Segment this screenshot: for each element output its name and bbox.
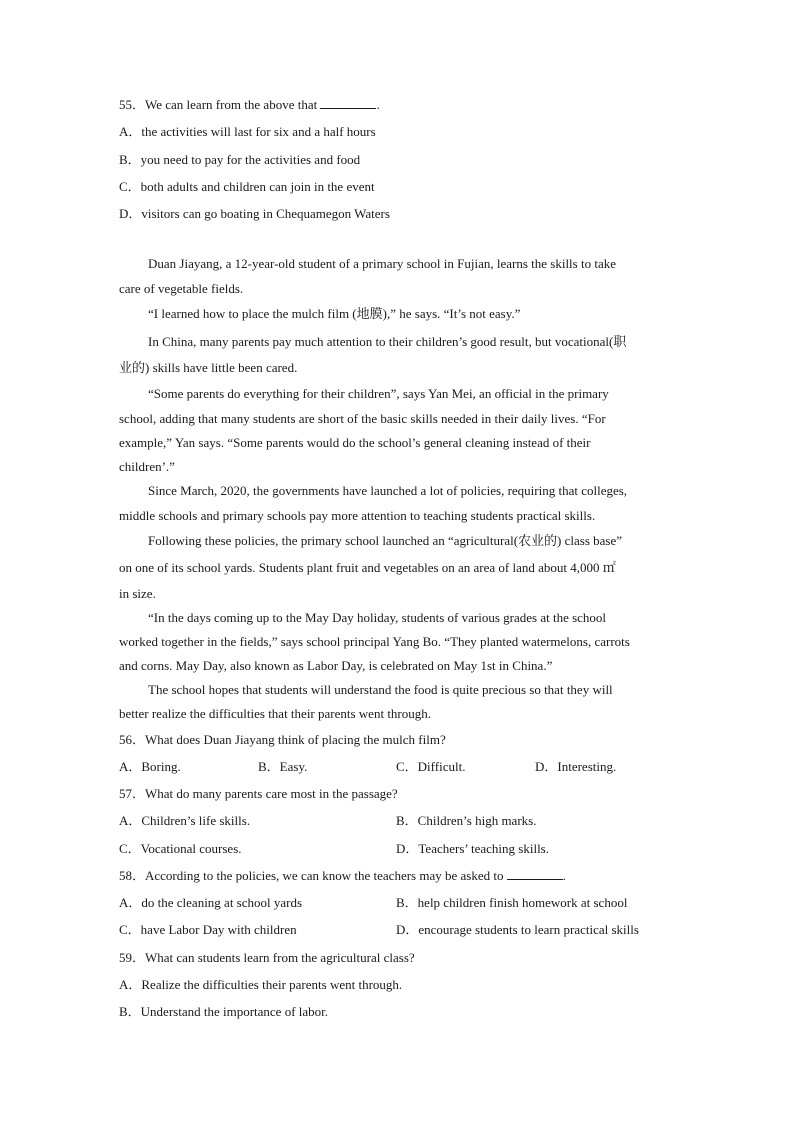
passage-line: better realize the difficulties that their parents went through. (119, 706, 432, 721)
question-56-option-b: B．Easy. (258, 759, 308, 774)
question-58-option-a: A．do the cleaning at school yards (119, 895, 303, 910)
passage-line: “Some parents do everything for their children”, says Yan Mei, an official in the primary (148, 386, 609, 401)
passage-line: in size. (119, 586, 156, 601)
question-59-stem: 59．What can students learn from the agricultural class? (119, 950, 415, 965)
question-56-stem: 56．What does Duan Jiayang think of placing the mulch film? (119, 732, 446, 747)
passage-line: “In the days coming up to the May Day holiday, students of various grades at the school (148, 610, 607, 625)
question-59-option-a: A．Realize the difficulties their parents went through. (119, 977, 403, 992)
passage-line: middle schools and primary schools pay more attention to teaching students practical skills. (119, 508, 596, 523)
question-55-option-d: D．visitors can go boating in Chequamegon Waters (119, 206, 390, 221)
passage-line: children’.” (119, 459, 175, 474)
passage-line: Since March, 2020, the governments have launched a lot of policies, requiring that colleges, (148, 483, 628, 498)
question-56-option-a: A．Boring. (119, 759, 181, 774)
passage-line: school, adding that many students are short of the basic skills needed in their daily lives. “For (119, 411, 606, 426)
answer-blank (320, 96, 376, 109)
question-55-option-b: B．you need to pay for the activities and food (119, 152, 361, 167)
passage-line: and corns. May Day, also known as Labor Day, is celebrated on May 1st in China.” (119, 658, 553, 673)
question-56-option-c: C．Difficult. (396, 759, 466, 774)
passage-line: Following these policies, the primary school launched an “agricultural(农业的) class base” (148, 533, 622, 548)
question-57-option-c: C．Vocational courses. (119, 841, 242, 856)
question-57-option-a: A．Children’s life skills. (119, 813, 251, 828)
question-55-stem: 55．We can learn from the above that . (119, 97, 380, 112)
question-55-option-a: A．the activities will last for six and a half hours (119, 124, 376, 139)
passage-line: on one of its school yards. Students plant fruit and vegetables on an area of land about 4,000 ㎡ (119, 560, 616, 575)
passage-line: worked together in the fields,” says school principal Yang Bo. “They planted watermelons, carrots (119, 634, 630, 649)
passage-line: In China, many parents pay much attention to their children’s good result, but vocational(职 (148, 334, 627, 349)
passage-line: “I learned how to place the mulch film (地膜),” he says. “It’s not easy.” (148, 306, 521, 321)
answer-blank (507, 867, 563, 880)
passage-line: The school hopes that students will understand the food is quite precious so that they will (148, 682, 613, 697)
question-58-stem: 58．According to the policies, we can know the teachers may be asked to . (119, 868, 566, 883)
passage-line: Duan Jiayang, a 12-year-old student of a primary school in Fujian, learns the skills to take (148, 256, 616, 271)
passage-line: care of vegetable fields. (119, 281, 244, 296)
question-55-option-c: C．both adults and children can join in the event (119, 179, 375, 194)
question-57-option-b: B．Children’s high marks. (396, 813, 537, 828)
passage-line: 业的) skills have little been cared. (119, 360, 298, 375)
question-57-option-d: D．Teachers’ teaching skills. (396, 841, 549, 856)
question-56-option-d: D．Interesting. (535, 759, 617, 774)
question-58-option-c: C．have Labor Day with children (119, 922, 297, 937)
question-59-option-b: B．Understand the importance of labor. (119, 1004, 329, 1019)
passage-line: example,” Yan says. “Some parents would do the school’s general cleaning instead of their (119, 435, 591, 450)
question-57-stem: 57．What do many parents care most in the passage? (119, 786, 398, 801)
question-58-option-d: D．encourage students to learn practical skills (396, 922, 639, 937)
question-58-option-b: B．help children finish homework at school (396, 895, 628, 910)
